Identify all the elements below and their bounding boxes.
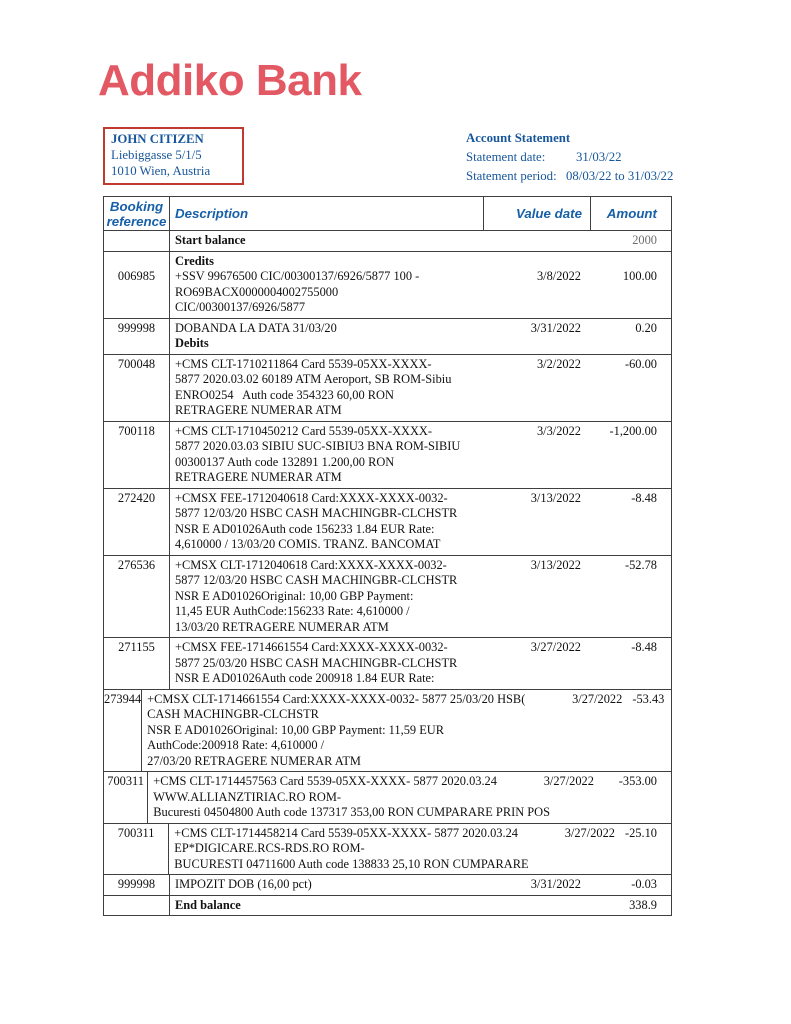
amount-cell: -353.00 [618, 774, 657, 788]
table-row [170, 439, 671, 455]
description-line: EP*DIGICARE.RCS-RDS.RO ROM- [174, 841, 365, 855]
booking-ref-cell [104, 573, 169, 589]
statement-title: Account Statement [466, 131, 571, 145]
description-line: +CMS CLT-1714457563 Card 5539-05XX-XXXX- 5877 2020.03.24 [153, 774, 497, 788]
table-row [170, 671, 671, 687]
value-date-cell [484, 233, 591, 249]
value-date-cell: 3/2/2022 [536, 356, 581, 371]
booking-ref-cell: 700311 [117, 825, 155, 840]
value-date-cell [484, 372, 591, 388]
amount-cell [591, 522, 671, 538]
booking-ref-column [104, 489, 170, 555]
value-date-cell: 3/27/2022 [530, 640, 581, 654]
description-line: 11,45 EUR AuthCode:156233 Rate: 4,610000 / [175, 604, 410, 618]
statement-date-value: 31/03/22 [576, 150, 622, 164]
table-row [142, 723, 678, 739]
booking-ref-column [104, 231, 170, 251]
table-body [104, 231, 671, 915]
description-line: ENRO0254 Auth code 354323 60,00 RON [175, 387, 394, 402]
description-line: DOBANDA LA DATA 31/03/20 [175, 320, 337, 335]
value-date-cell [484, 522, 591, 538]
amount-cell [591, 671, 671, 687]
value-date-cell [484, 470, 591, 486]
value-date-cell [456, 723, 563, 739]
table-row [148, 790, 671, 806]
value-date-cell: 3/27/2022 [543, 774, 594, 788]
amount-cell: -53.43 [632, 691, 665, 706]
table-row-group [104, 231, 671, 252]
amount-cell [591, 470, 671, 486]
booking-ref-column [104, 875, 170, 895]
description-line: CASH MACHINGBR-CLCHSTR [147, 707, 319, 721]
description-line: 13/03/20 RETRAGERE NUMERAR ATM [175, 619, 389, 634]
value-date-cell [484, 671, 591, 687]
description-line: +CMS CLT-1714458214 Card 5539-05XX-XXXX- 5877 2020.03.24 [174, 825, 518, 840]
booking-ref-cell [104, 455, 169, 471]
row-content-column [169, 824, 671, 875]
booking-ref-cell [104, 857, 168, 873]
booking-ref-cell [104, 841, 168, 857]
value-date-cell [484, 403, 591, 419]
table-row [170, 558, 671, 574]
table-row [170, 604, 671, 620]
description-line: NSR E AD01026Auth code 156233 1.84 EUR Rate: [175, 521, 435, 536]
value-date-cell [484, 898, 591, 914]
booking-ref-cell [104, 300, 169, 316]
table-row [170, 640, 671, 656]
amount-cell [591, 372, 671, 388]
header-description: Description [170, 197, 484, 230]
table-row [142, 738, 678, 754]
table-row [170, 656, 671, 672]
booking-ref-cell [104, 522, 169, 538]
description-line: 5877 2020.03.03 SIBIU SUC-SIBIU3 BNA ROM-SIBIU [175, 439, 461, 453]
table-row [169, 857, 671, 873]
description-line: WWW.ALLIANZTIRIAC.RO ROM- [153, 789, 342, 804]
value-date-cell: 3/27/2022 [572, 691, 623, 706]
value-date-cell [550, 805, 657, 821]
table-row-group [104, 638, 671, 690]
description-line: 5877 2020.03.02 60189 ATM Aeroport, SB ROM-Sibiu [175, 372, 452, 386]
value-date-cell [456, 707, 563, 723]
row-content-column [148, 772, 671, 823]
header-booking-reference: Booking reference [104, 197, 170, 230]
header-amount: Amount [606, 206, 657, 221]
booking-ref-cell [104, 372, 169, 388]
description-line: 00300137 Auth code 132891 1.200,00 RON [175, 454, 395, 469]
description-line: NSR E AD01026Auth code 200918 1.84 EUR Rate: [175, 671, 435, 685]
booking-ref-cell [104, 898, 169, 914]
booking-ref-cell: 272420 [117, 490, 156, 505]
amount-cell [591, 439, 671, 455]
booking-ref-cell: 271155 [118, 640, 155, 654]
table-row [170, 522, 671, 538]
amount-cell [591, 300, 671, 316]
description-line: AuthCode:200918 Rate: 4,610000 / [147, 738, 325, 752]
booking-ref-cell [104, 589, 169, 605]
table-row [170, 372, 671, 388]
value-date-cell [462, 790, 569, 806]
balance-label: Start balance [175, 233, 246, 247]
row-content-column [170, 556, 671, 638]
amount-cell [569, 790, 671, 806]
amount-cell [591, 589, 671, 605]
table-row-group [104, 252, 671, 319]
booking-ref-column [104, 556, 170, 638]
amount-cell [591, 285, 671, 301]
table-row [170, 300, 671, 316]
value-date-cell: 3/3/2022 [536, 423, 581, 438]
amount-cell [591, 656, 671, 672]
value-date-cell: 3/31/2022 [530, 320, 581, 335]
value-date-cell [529, 857, 636, 873]
description-line: NSR E AD01026Original: 10,00 GBP Payment: 11,59 EUR [147, 722, 444, 737]
amount-cell [591, 573, 671, 589]
description-line: RO69BACX0000004002755000 [175, 284, 339, 299]
description-line: 4,610000 / 13/03/20 COMIS. TRANZ. BANCOMAT [175, 537, 441, 551]
value-date-cell: 3/27/2022 [564, 825, 615, 840]
row-content-column [170, 875, 671, 895]
description-line: RETRAGERE NUMERAR ATM [175, 470, 342, 484]
table-row-group [104, 772, 671, 824]
addiko-bank-logo: Addiko Bank [98, 56, 362, 105]
table-row [170, 470, 671, 486]
table-row [170, 455, 671, 471]
description-line: +CMSX CLT-1712040618 Card:XXXX-XXXX-0032- [175, 557, 447, 572]
description-line: IMPOZIT DOB (16,00 pct) [175, 877, 312, 891]
header-value-date: Value date [484, 197, 591, 230]
value-date-cell [484, 388, 591, 404]
table-row-group [104, 875, 671, 896]
table-row [142, 692, 678, 708]
amount-cell: -52.78 [624, 557, 657, 572]
amount-cell [563, 754, 678, 770]
table-row-group [104, 355, 671, 422]
table-row-group [104, 556, 671, 639]
amount-cell [591, 388, 671, 404]
transactions-table [103, 196, 672, 916]
booking-ref-column [104, 824, 169, 875]
amount-cell [657, 805, 671, 821]
booking-ref-cell [104, 656, 169, 672]
table-row [170, 403, 671, 419]
booking-ref-cell [104, 537, 169, 553]
booking-ref-column [104, 896, 170, 916]
booking-ref-cell [104, 439, 169, 455]
customer-address-line2: 1010 Wien, Austria [111, 164, 211, 178]
booking-ref-cell [104, 285, 169, 301]
value-date-cell [484, 620, 591, 636]
section-label: Credits [175, 253, 215, 268]
value-date-cell: 3/31/2022 [530, 877, 581, 891]
booking-ref-column [104, 319, 170, 354]
value-date-cell [484, 604, 591, 620]
value-date-cell [456, 754, 563, 770]
booking-ref-cell [104, 233, 169, 249]
table-row [169, 826, 671, 842]
row-content-column [170, 896, 671, 916]
table-row-group [104, 319, 671, 355]
table-row [170, 357, 671, 373]
description-line: CIC/00300137/6926/5877 [175, 300, 306, 314]
value-date-cell [484, 439, 591, 455]
table-row-group [104, 896, 671, 916]
amount-cell [563, 738, 678, 754]
booking-ref-cell: 700311 [107, 774, 144, 788]
amount-cell [563, 723, 678, 739]
amount-cell [591, 455, 671, 471]
booking-ref-cell [104, 604, 169, 620]
booking-ref-cell [104, 671, 169, 687]
description-line: +CMSX CLT-1714661554 Card:XXXX-XXXX-0032- 5877 25/03/20 HSB( [147, 691, 526, 706]
booking-ref-cell [104, 403, 169, 419]
value-date-cell: 3/13/2022 [530, 490, 581, 505]
booking-ref-column [104, 638, 170, 689]
table-header-row [104, 197, 671, 231]
booking-ref-column [104, 772, 148, 823]
description-line: 5877 12/03/20 HSBC CASH MACHINGBR-CLCHSTR [175, 506, 458, 520]
statement-date-row [466, 148, 673, 167]
table-row [170, 506, 671, 522]
description-line: +CMSX FEE-1712040618 Card:XXXX-XXXX-0032- [175, 490, 448, 505]
description-line: +CMS CLT-1710450212 Card 5539-05XX-XXXX- [175, 423, 432, 438]
row-content-column [170, 489, 671, 555]
value-date-cell [484, 300, 591, 316]
table-row [170, 620, 671, 636]
amount-cell [591, 537, 671, 553]
table-row-group [104, 690, 671, 773]
value-date-cell: 3/8/2022 [536, 269, 581, 283]
amount-cell: 0.20 [635, 320, 657, 335]
table-row [170, 285, 671, 301]
value-date-cell [456, 738, 563, 754]
table-row [170, 269, 671, 285]
table-row [169, 841, 671, 857]
booking-ref-cell: 700118 [118, 423, 155, 438]
amount-cell [563, 707, 678, 723]
description-line: 5877 12/03/20 HSBC CASH MACHINGBR-CLCHSTR [175, 573, 458, 587]
description-line: BUCURESTI 04711600 Auth code 138833 25,10 RON CUMPARARE [174, 856, 529, 871]
table-row [142, 707, 678, 723]
booking-ref-cell [104, 790, 147, 806]
statement-info-block [466, 129, 673, 186]
table-row-group [104, 824, 671, 876]
booking-ref-cell [104, 805, 147, 821]
table-row [170, 233, 671, 249]
value-date-cell [484, 537, 591, 553]
description-line: +CMSX FEE-1714661554 Card:XXXX-XXXX-0032- [175, 640, 448, 654]
booking-ref-cell [104, 754, 141, 770]
description-line: 27/03/20 RETRAGERE NUMERAR ATM [147, 753, 361, 768]
amount-cell [591, 620, 671, 636]
amount-cell [591, 506, 671, 522]
table-row [170, 424, 671, 440]
customer-address-line1: Liebiggasse 5/1/5 [111, 148, 202, 162]
row-content-column [170, 422, 671, 488]
amount-cell [636, 857, 671, 873]
statement-period-row [466, 167, 673, 186]
booking-ref-cell [104, 336, 169, 352]
table-row [170, 491, 671, 507]
amount-cell [591, 403, 671, 419]
customer-address-box [103, 127, 244, 185]
row-content-column [170, 638, 671, 689]
booking-ref-cell: 273944 [104, 691, 142, 706]
amount-cell: 338.9 [629, 897, 657, 912]
table-row [170, 898, 671, 914]
table-row [170, 388, 671, 404]
row-content-column [142, 690, 678, 772]
value-date-cell [484, 455, 591, 471]
value-date-cell [484, 506, 591, 522]
table-row [148, 774, 671, 790]
amount-cell: -1,200.00 [609, 423, 657, 438]
value-date-cell [483, 841, 590, 857]
booking-ref-cell [104, 723, 141, 739]
amount-cell: -8.48 [631, 640, 657, 654]
value-date-cell [484, 573, 591, 589]
value-date-cell [484, 656, 591, 672]
description-line: 5877 25/03/20 HSBC CASH MACHINGBR-CLCHSTR [175, 655, 458, 670]
booking-ref-cell: 700048 [117, 356, 156, 371]
description-line: +SSV 99676500 CIC/00300137/6926/5877 100 - [175, 269, 420, 283]
value-date-cell [484, 285, 591, 301]
customer-name: JOHN CITIZEN [111, 132, 204, 146]
booking-ref-cell [104, 738, 141, 754]
table-row [170, 589, 671, 605]
booking-ref-column [104, 422, 170, 488]
booking-ref-cell: 999998 [117, 320, 156, 335]
amount-cell: -25.10 [624, 825, 657, 840]
description-line: NSR E AD01026Original: 10,00 GBP Payment: [175, 588, 414, 603]
table-row [170, 573, 671, 589]
amount-cell: 100.00 [622, 269, 657, 283]
booking-ref-column [104, 690, 142, 772]
balance-label: End balance [175, 897, 241, 912]
value-date-cell: 3/13/2022 [530, 557, 581, 572]
value-date-cell [484, 589, 591, 605]
booking-ref-cell [104, 254, 169, 270]
table-row [170, 537, 671, 553]
booking-ref-column [104, 252, 170, 318]
description-line: RETRAGERE NUMERAR ATM [175, 403, 342, 417]
amount-cell: -0.03 [631, 877, 657, 891]
row-content-column [170, 231, 671, 251]
statement-date-label: Statement date: [466, 150, 546, 164]
table-row [170, 877, 671, 893]
section-label: Debits [175, 336, 209, 350]
booking-ref-cell [104, 707, 141, 723]
amount-cell: -60.00 [624, 356, 657, 371]
amount-cell [591, 604, 671, 620]
statement-period-label: Statement period: [466, 169, 557, 183]
table-row-group [104, 422, 671, 489]
amount-cell: -8.48 [631, 490, 657, 505]
booking-ref-cell [104, 470, 169, 486]
row-content-column [170, 252, 671, 318]
table-row [170, 321, 671, 337]
booking-ref-cell [104, 620, 169, 636]
booking-ref-cell [104, 506, 169, 522]
amount-cell [590, 841, 671, 857]
booking-ref-column [104, 355, 170, 421]
table-row [148, 805, 671, 821]
booking-ref-cell: 006985 [117, 269, 156, 283]
booking-ref-cell: 999998 [117, 877, 156, 891]
row-content-column [170, 319, 671, 354]
description-line: +CMS CLT-1710211864 Card 5539-05XX-XXXX- [175, 356, 432, 371]
statement-period-value: 08/03/22 to 31/03/22 [566, 169, 674, 183]
row-content-column [170, 355, 671, 421]
table-row [142, 754, 678, 770]
amount-cell: 2000 [632, 233, 657, 247]
booking-ref-cell [104, 388, 169, 404]
booking-ref-cell: 276536 [117, 557, 156, 572]
description-line: Bucuresti 04504800 Auth code 137317 353,00 RON CUMPARARE PRIN POS [153, 805, 550, 819]
table-row-group [104, 489, 671, 556]
